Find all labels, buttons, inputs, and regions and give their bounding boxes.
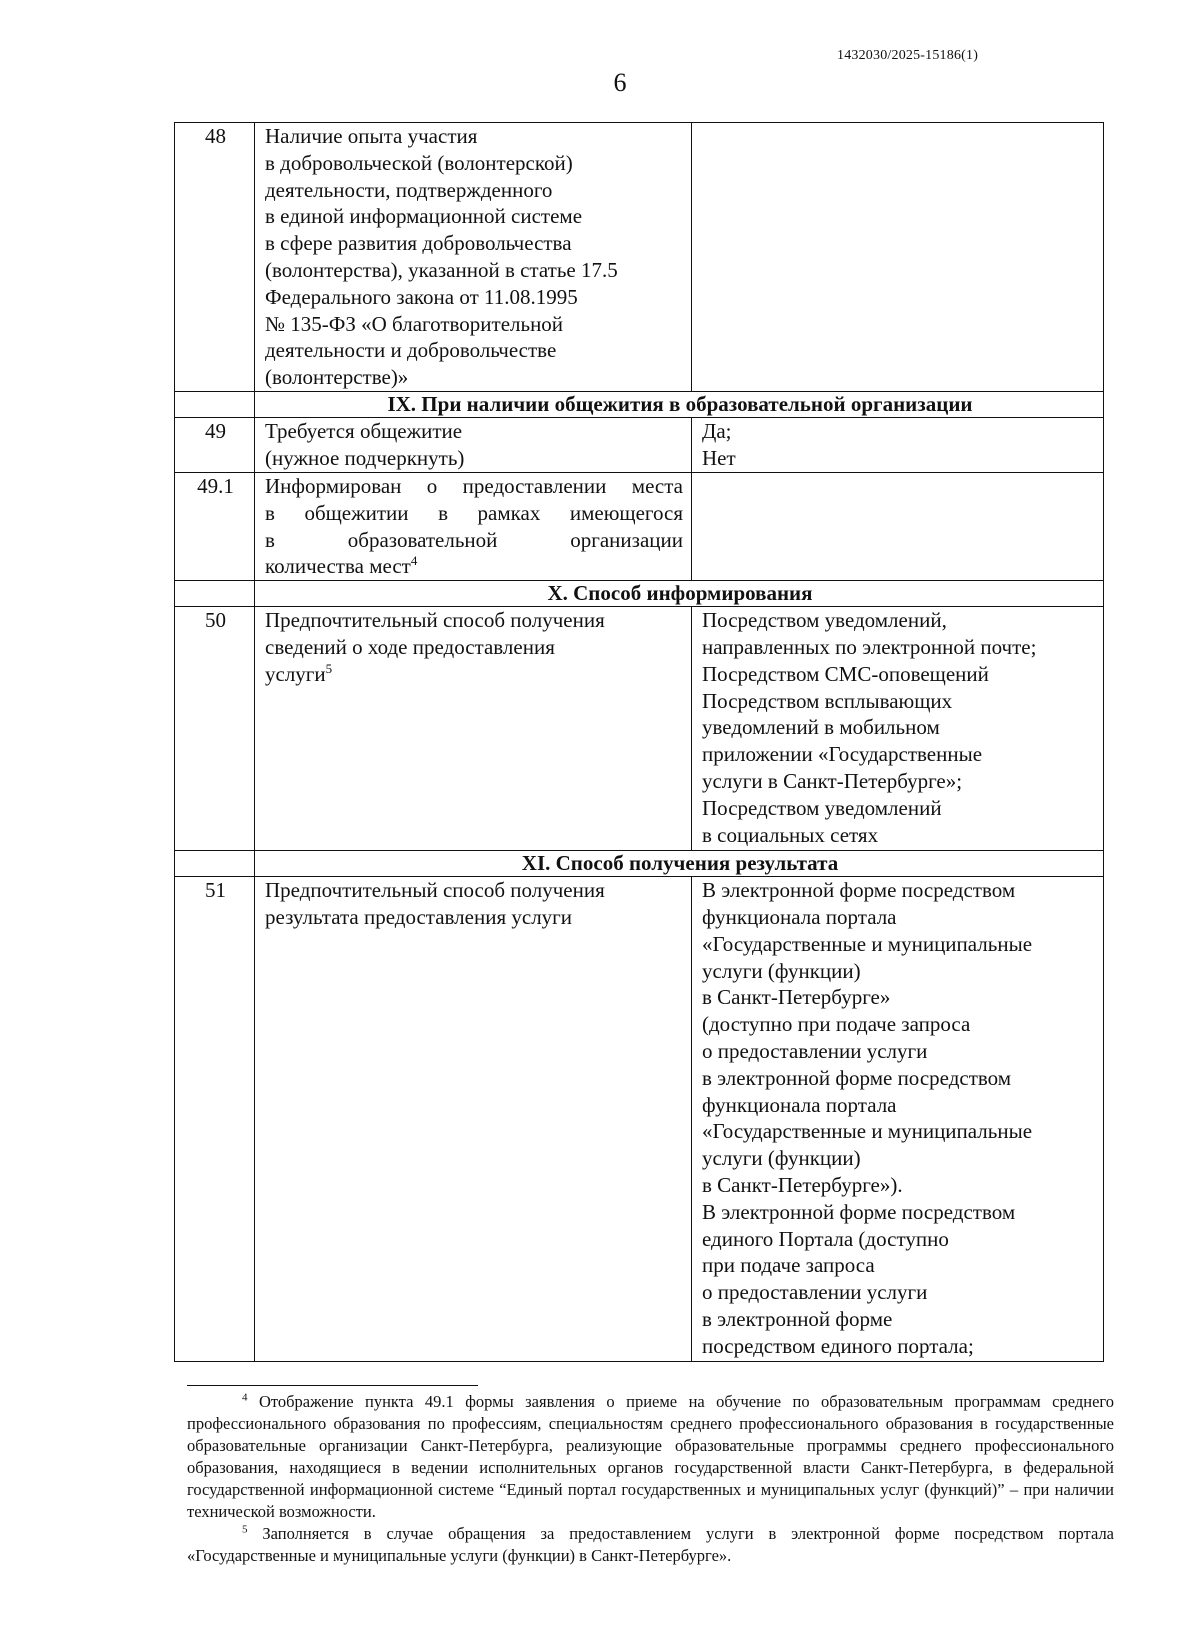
footnote-4 xyxy=(187,1391,1114,1523)
section-number-cell xyxy=(175,851,255,877)
field-label xyxy=(255,472,692,580)
document-registration-number: 1432030/2025-15186(1) xyxy=(837,48,979,63)
label-line: в образовательной организации xyxy=(265,527,683,552)
section-title xyxy=(255,851,1104,877)
value-line: (доступно при подаче запроса xyxy=(702,1012,971,1037)
value-line: функционала портала xyxy=(702,1092,897,1117)
row-number: 49.1 xyxy=(175,472,255,580)
label-line: Федерального закона от 11.08.1995 xyxy=(265,284,578,309)
section-row-x xyxy=(175,581,1104,607)
label-line xyxy=(265,661,683,688)
field-label xyxy=(255,607,692,851)
field-value-options[interactable] xyxy=(692,607,1104,851)
value-line: в электронной форме посредством xyxy=(702,1065,1012,1090)
label-line: сведений о ходе предоставления xyxy=(265,634,555,659)
option-no[interactable]: Нет xyxy=(702,445,736,470)
field-value-options[interactable] xyxy=(692,417,1104,472)
value-line: направленных по электронной почте; xyxy=(702,634,1037,659)
page-number-text: 6 xyxy=(613,68,627,97)
value-line: приложении «Государственные xyxy=(702,742,983,767)
table-row-49 xyxy=(175,417,1104,472)
section-number-cell xyxy=(175,581,255,607)
label-text: услуги xyxy=(265,661,326,686)
field-label xyxy=(255,123,692,392)
value-line: в электронной форме xyxy=(702,1306,893,1331)
value-line: услуги (функции) xyxy=(702,1146,861,1171)
value-line: функционала портала xyxy=(702,904,897,929)
value-line: о предоставлении услуги xyxy=(702,1038,928,1063)
field-label xyxy=(255,417,692,472)
footnote-ref-5: 5 xyxy=(325,660,333,676)
footnote-5 xyxy=(187,1523,1114,1567)
section-number-cell xyxy=(175,391,255,417)
field-value-empty[interactable] xyxy=(692,472,1104,580)
value-line: в Санкт-Петербурге» xyxy=(702,985,891,1010)
label-line: Предпочтительный способ получения xyxy=(265,878,605,903)
table-row-50 xyxy=(175,607,1104,851)
label-line: результата предоставления услуги xyxy=(265,904,573,929)
label-line: (волонтерства), указанной в статье 17.5 xyxy=(265,257,618,282)
row-number: 51 xyxy=(175,877,255,1362)
footnote-mark: 5 xyxy=(242,1523,248,1536)
footnote-mark: 4 xyxy=(242,1391,248,1404)
row-number: 50 xyxy=(175,607,255,851)
field-value-empty[interactable] xyxy=(692,123,1104,392)
row-number: 48 xyxy=(175,123,255,392)
label-line: Наличие опыта участия xyxy=(265,124,478,148)
value-line: о предоставлении услуги xyxy=(702,1280,928,1305)
label-line: (волонтерстве)» xyxy=(265,365,409,390)
value-line: в Санкт-Петербурге»). xyxy=(702,1172,903,1197)
section-title-text: IX. При наличии общежития в образовательной организации xyxy=(387,391,973,416)
value-line: В электронной форме посредством xyxy=(702,878,1016,903)
value-line: Посредством всплывающих xyxy=(702,688,953,713)
footnote-text: Отображение пункта 49.1 формы заявления о приеме на обучение по образовательным программам среднего профессионального образования по профессиям, специальностям среднего профессионального образования в государственные образовательные организации Санкт-Петербурга, реализующие образовательные программы среднего профессионального образования, находящиеся в ведении исполнительных органов государственной власти Санкт-Петербурга, в федеральной государственной информационной системе “Единый портал государственных и муниципальных услуг (функций)” – при наличии технической возможности. xyxy=(187,1392,1114,1521)
table-row-49-1 xyxy=(175,472,1104,580)
table-row-48 xyxy=(175,123,1104,392)
value-line: Посредством уведомлений xyxy=(702,795,942,820)
label-text: количества мест xyxy=(265,554,411,579)
footnotes xyxy=(187,1391,1114,1567)
label-line: в общежитии в рамках имеющегося xyxy=(265,500,683,525)
label-line: в добровольческой (волонтерской) xyxy=(265,150,573,175)
section-title-text: XI. Способ получения результата xyxy=(521,851,839,876)
section-row-ix xyxy=(175,391,1104,417)
value-line: «Государственные и муниципальные xyxy=(702,931,1033,956)
label-line xyxy=(265,553,683,580)
application-form-table xyxy=(174,122,1104,1362)
label-line: Требуется общежитие xyxy=(265,418,463,443)
page-number xyxy=(0,68,1200,98)
section-title xyxy=(255,581,1104,607)
label-line: (нужное подчеркнуть) xyxy=(265,445,465,470)
value-line: в социальных сетях xyxy=(702,822,879,847)
section-title xyxy=(255,391,1104,417)
value-line: услуги (функции) xyxy=(702,958,861,983)
field-label xyxy=(255,877,692,1362)
value-line: посредством единого портала; xyxy=(702,1333,974,1358)
label-line: Предпочтительный способ получения xyxy=(265,608,605,633)
value-line: уведомлений в мобильном xyxy=(702,715,940,740)
label-line: № 135-ФЗ «О благотворительной xyxy=(265,311,564,336)
footnote-separator xyxy=(187,1385,478,1386)
value-line: «Государственные и муниципальные xyxy=(702,1119,1033,1144)
footnote-text: Заполняется в случае обращения за предоставлением услуги в электронной форме посредством портала «Государственные и муниципальные услуги (функции) в Санкт-Петербурге». xyxy=(187,1524,1114,1565)
value-line: В электронной форме посредством xyxy=(702,1199,1016,1224)
value-line: при подаче запроса xyxy=(702,1253,875,1278)
label-line: Информирован о предоставлении места xyxy=(265,473,683,498)
footnote-ref-4: 4 xyxy=(410,553,418,569)
label-line: деятельности, подтвержденного xyxy=(265,177,553,202)
label-line: деятельности и добровольчестве xyxy=(265,338,557,363)
value-line: Посредством уведомлений, xyxy=(702,608,947,633)
section-row-xi xyxy=(175,851,1104,877)
section-title-text: X. Способ информирования xyxy=(547,581,813,606)
value-line: единого Портала (доступно xyxy=(702,1226,949,1251)
value-line: услуги в Санкт-Петербурге»; xyxy=(702,768,963,793)
label-line: в единой информационной системе xyxy=(265,204,583,229)
label-line: в сфере развития добровольчества xyxy=(265,231,572,256)
row-number: 49 xyxy=(175,417,255,472)
value-line: Посредством СМС-оповещений xyxy=(702,661,989,686)
option-yes[interactable]: Да; xyxy=(702,418,732,443)
field-value-options[interactable] xyxy=(692,877,1104,1362)
table-row-51 xyxy=(175,877,1104,1362)
